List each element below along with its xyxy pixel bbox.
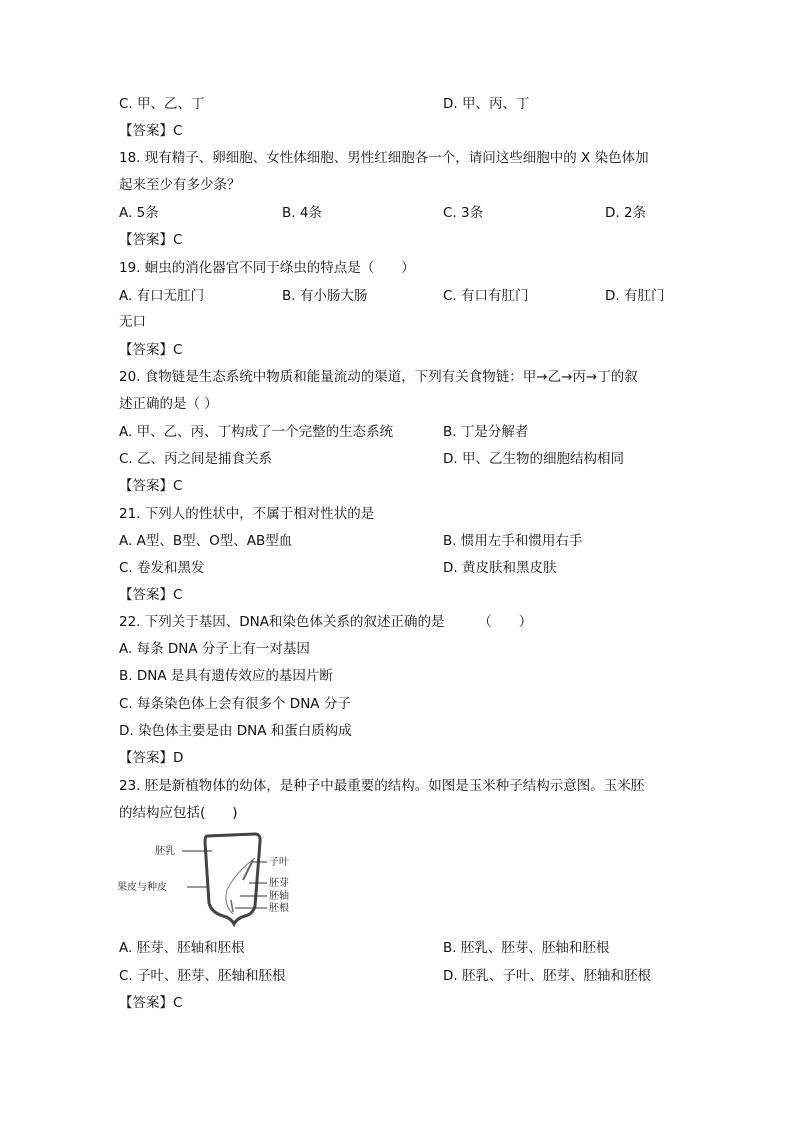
q22-option-b: B. DNA 是具有遗传效应的基因片断 bbox=[119, 668, 333, 684]
q18-answer: 【答案】C bbox=[119, 232, 183, 248]
q18-stem-cont: 起来至少有多少条？ bbox=[119, 177, 241, 193]
q22-option-c: C. 每条染色体上会有很多个 DNA 分子 bbox=[119, 696, 351, 712]
q18-option-a: A. 5条 bbox=[119, 205, 159, 221]
label-hypocotyl: 胚轴 bbox=[269, 891, 289, 902]
q21-option-a: A. A型、B型、O型、AB型血 bbox=[119, 533, 293, 549]
q22-option-a: A. 每条 DNA 分子上有一对基因 bbox=[119, 641, 310, 657]
q23-option-b: B. 胚乳、胚芽、胚轴和胚根 bbox=[443, 940, 610, 956]
q19-option-d-cont: 无口 bbox=[119, 314, 146, 330]
q20-stem-cont: 述正确的是（ ） bbox=[119, 396, 218, 412]
q23-option-c: C. 子叶、胚芽、胚轴和胚根 bbox=[119, 968, 286, 984]
q20-option-a: A. 甲、乙、丙、丁构成了一个完整的生态系统 bbox=[119, 424, 394, 440]
q18-option-c: C. 3条 bbox=[443, 205, 484, 221]
q23-answer: 【答案】C bbox=[119, 995, 183, 1011]
q19-option-d: D. 有肛门 bbox=[605, 288, 665, 304]
q19-option-c: C. 有口有肛门 bbox=[443, 288, 529, 304]
q20-stem: 20. 食物链是生态系统中物质和能量流动的渠道，下列有关食物链：甲→乙→丙→丁的叙 bbox=[119, 369, 638, 385]
corn-seed-diagram bbox=[115, 828, 310, 928]
q23-stem: 23. 胚是新植物体的幼体，是种子中最重要的结构。如图是玉米种子结构示意图。玉米胚 bbox=[119, 778, 645, 794]
q23-option-a: A. 胚芽、胚轴和胚根 bbox=[119, 940, 245, 956]
q18-stem: 18. 现有精子、卵细胞、女性体细胞、男性红细胞各一个，请问这些细胞中的 X 染色体加 bbox=[119, 150, 649, 166]
q21-option-d: D. 黄皮肤和黑皮肤 bbox=[443, 560, 557, 576]
q23-stem-cont: 的结构应包括( ) bbox=[119, 805, 238, 821]
q18-option-d: D. 2条 bbox=[605, 205, 647, 221]
q23-option-d: D. 胚乳、子叶、胚芽、胚轴和胚根 bbox=[443, 968, 651, 984]
label-radicle: 胚根 bbox=[269, 903, 289, 914]
label-cotyledon: 子叶 bbox=[269, 857, 289, 868]
q19-option-a: A. 有口无肛门 bbox=[119, 288, 205, 304]
q20-option-b: B. 丁是分解者 bbox=[443, 424, 529, 440]
q21-stem: 21. 下列人的性状中，不属于相对性状的是 bbox=[119, 506, 375, 522]
label-pericarp: 果皮与种皮 bbox=[117, 882, 167, 893]
q19-stem: 19. 蛔虫的消化器官不同于绦虫的特点是（ ） bbox=[119, 260, 415, 276]
q17-answer: 【答案】C bbox=[119, 123, 183, 139]
q21-option-b: B. 惯用左手和惯用右手 bbox=[443, 533, 583, 549]
q17-option-d: D. 甲、丙、丁 bbox=[443, 96, 530, 112]
q19-option-b: B. 有小肠大肠 bbox=[282, 288, 368, 304]
label-endosperm: 胚乳 bbox=[155, 846, 175, 857]
q21-option-c: C. 卷发和黑发 bbox=[119, 560, 205, 576]
q21-answer: 【答案】C bbox=[119, 587, 183, 603]
q22-option-d: D. 染色体主要是由 DNA 和蛋白质构成 bbox=[119, 723, 352, 739]
q20-option-c: C. 乙、丙之间是捕食关系 bbox=[119, 451, 273, 467]
q19-answer: 【答案】C bbox=[119, 342, 183, 358]
q18-option-b: B. 4条 bbox=[282, 205, 322, 221]
label-plumule: 胚芽 bbox=[269, 878, 289, 889]
q20-answer: 【答案】C bbox=[119, 478, 183, 494]
q20-option-d: D. 甲、乙生物的细胞结构相同 bbox=[443, 451, 624, 467]
q22-answer: 【答案】D bbox=[119, 750, 184, 766]
q22-stem: 22. 下列关于基因、DNA和染色体关系的叙述正确的是 （ ） bbox=[119, 614, 533, 630]
q17-option-c: C. 甲、乙、丁 bbox=[119, 96, 205, 112]
